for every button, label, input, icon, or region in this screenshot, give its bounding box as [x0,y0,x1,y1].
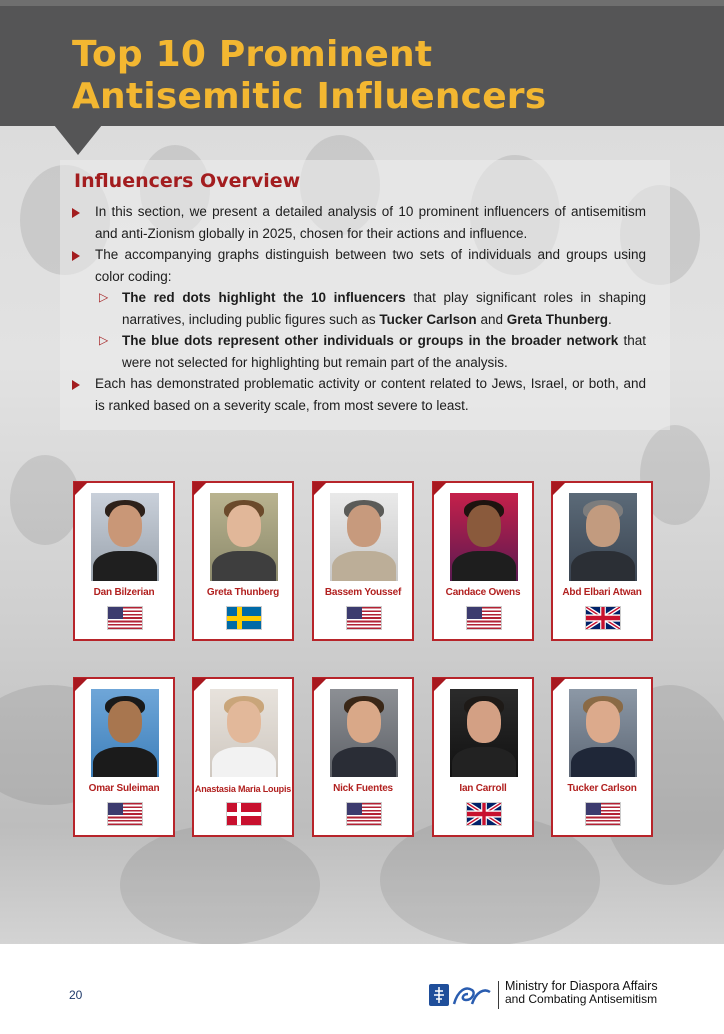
bullet-item [72,244,646,373]
influencer-photo [569,493,637,581]
card-corner-marker [433,482,447,496]
us-flag-icon [586,803,620,825]
influencer-name: Abd Elbari Atwan [562,587,642,598]
card-corner-marker [313,482,327,496]
influencer-card [73,677,175,837]
overview-bullet-list [72,201,646,416]
influencer-photo [450,493,518,581]
us-flag-icon [108,803,142,825]
sweden-flag-icon [227,607,261,629]
influencer-card [192,677,294,837]
uk-flag-icon [467,803,501,825]
page-number: 20 [69,988,83,1002]
influencer-card [312,677,414,837]
influencer-photo [210,689,278,777]
sub-bullet-item [95,330,646,373]
us-flag-icon [467,607,501,629]
highlighted-name: Greta Thunberg [506,311,608,327]
page-title-line-2: Antisemitic Influencers [72,76,547,117]
bullet-arrow-icon [72,380,80,390]
bullet-item [72,201,646,244]
influencer-photo [450,689,518,777]
influencer-name: Bassem Youssef [324,587,402,598]
influencer-photo [569,689,637,777]
uk-flag-icon [586,607,620,629]
sub-bullet-bold: The blue dots represent other individuals or groups in the broader network [122,333,619,348]
influencer-photo [330,689,398,777]
bullet-text: Each has demonstrated problematic activity or content related to Jews, Israel, or both, and is ranked based on a severity scale, from most severe to least. [95,376,646,413]
card-corner-marker [313,678,327,692]
card-corner-marker [193,482,207,496]
page-title-line-1: Top 10 Prominent [72,34,433,75]
influencer-name: Greta Thunberg [206,587,280,598]
us-flag-icon [347,607,381,629]
header-notch [54,125,102,155]
influencer-name: Tucker Carlson [567,783,637,794]
page-header [0,6,724,126]
ministry-name-line-2: and Combating Antisemitism [505,992,658,1006]
sub-bullet-item [95,287,646,330]
card-corner-marker [193,678,207,692]
influencer-name: Omar Suleiman [88,783,160,794]
influencer-card [551,481,653,641]
influencer-photo [91,493,159,581]
section-title: Influencers Overview [74,170,301,192]
ministry-name [505,980,658,1006]
influencer-card [551,677,653,837]
card-corner-marker [74,678,88,692]
influencer-name: Candace Owens [445,587,521,598]
influencer-photo [210,493,278,581]
card-corner-marker [552,482,566,496]
influencer-name: Anastasia Maria Loupis [194,784,292,794]
influencer-name: Ian Carroll [459,783,507,794]
ministry-name-line-1: Ministry for Diaspora Affairs [505,979,658,993]
bullet-text: In this section, we present a detailed analysis of 10 prominent influencers of antisemitism and anti-Zionism globally in 2025, chosen for their actions and influence. [95,204,646,241]
influencer-card [73,481,175,641]
influencer-photo [91,689,159,777]
us-flag-icon [347,803,381,825]
hollow-arrow-icon: ▷ [99,290,109,304]
highlighted-name: Tucker Carlson [379,311,477,327]
influencer-card [312,481,414,641]
card-corner-marker [74,482,88,496]
uk-flag-graphic [467,803,501,825]
sub-bullet-text: and [476,311,507,327]
bullet-arrow-icon [72,251,80,261]
sub-bullet-text: that play significant roles in shaping narratives, including public figures such as [122,290,646,327]
influencer-card [432,481,534,641]
influencer-photo [330,493,398,581]
hollow-arrow-icon: ▷ [99,333,109,347]
influencer-card [432,677,534,837]
influencer-name: Dan Bilzerian [93,587,155,598]
footer-divider [498,981,499,1009]
sub-bullet-list [95,287,646,373]
card-corner-marker [433,678,447,692]
sub-bullet-text: that were not selected for highlighting but remain part of the analysis. [122,333,646,370]
denmark-flag-icon [227,803,261,825]
us-flag-icon [108,607,142,629]
page-title [72,34,546,118]
bullet-arrow-icon [72,208,80,218]
influencer-card [192,481,294,641]
sub-bullet-bold: The red dots highlight the 10 influencers [122,290,406,305]
uk-flag-graphic [586,607,620,629]
card-corner-marker [552,678,566,692]
influencer-name: Nick Fuentes [333,783,393,794]
sub-bullet-text: . [607,311,612,327]
bullet-item [72,373,646,416]
bullet-text: The accompanying graphs distinguish between two sets of individuals and groups using color coding: [95,247,646,284]
ministry-emblem-icon [428,982,492,1008]
